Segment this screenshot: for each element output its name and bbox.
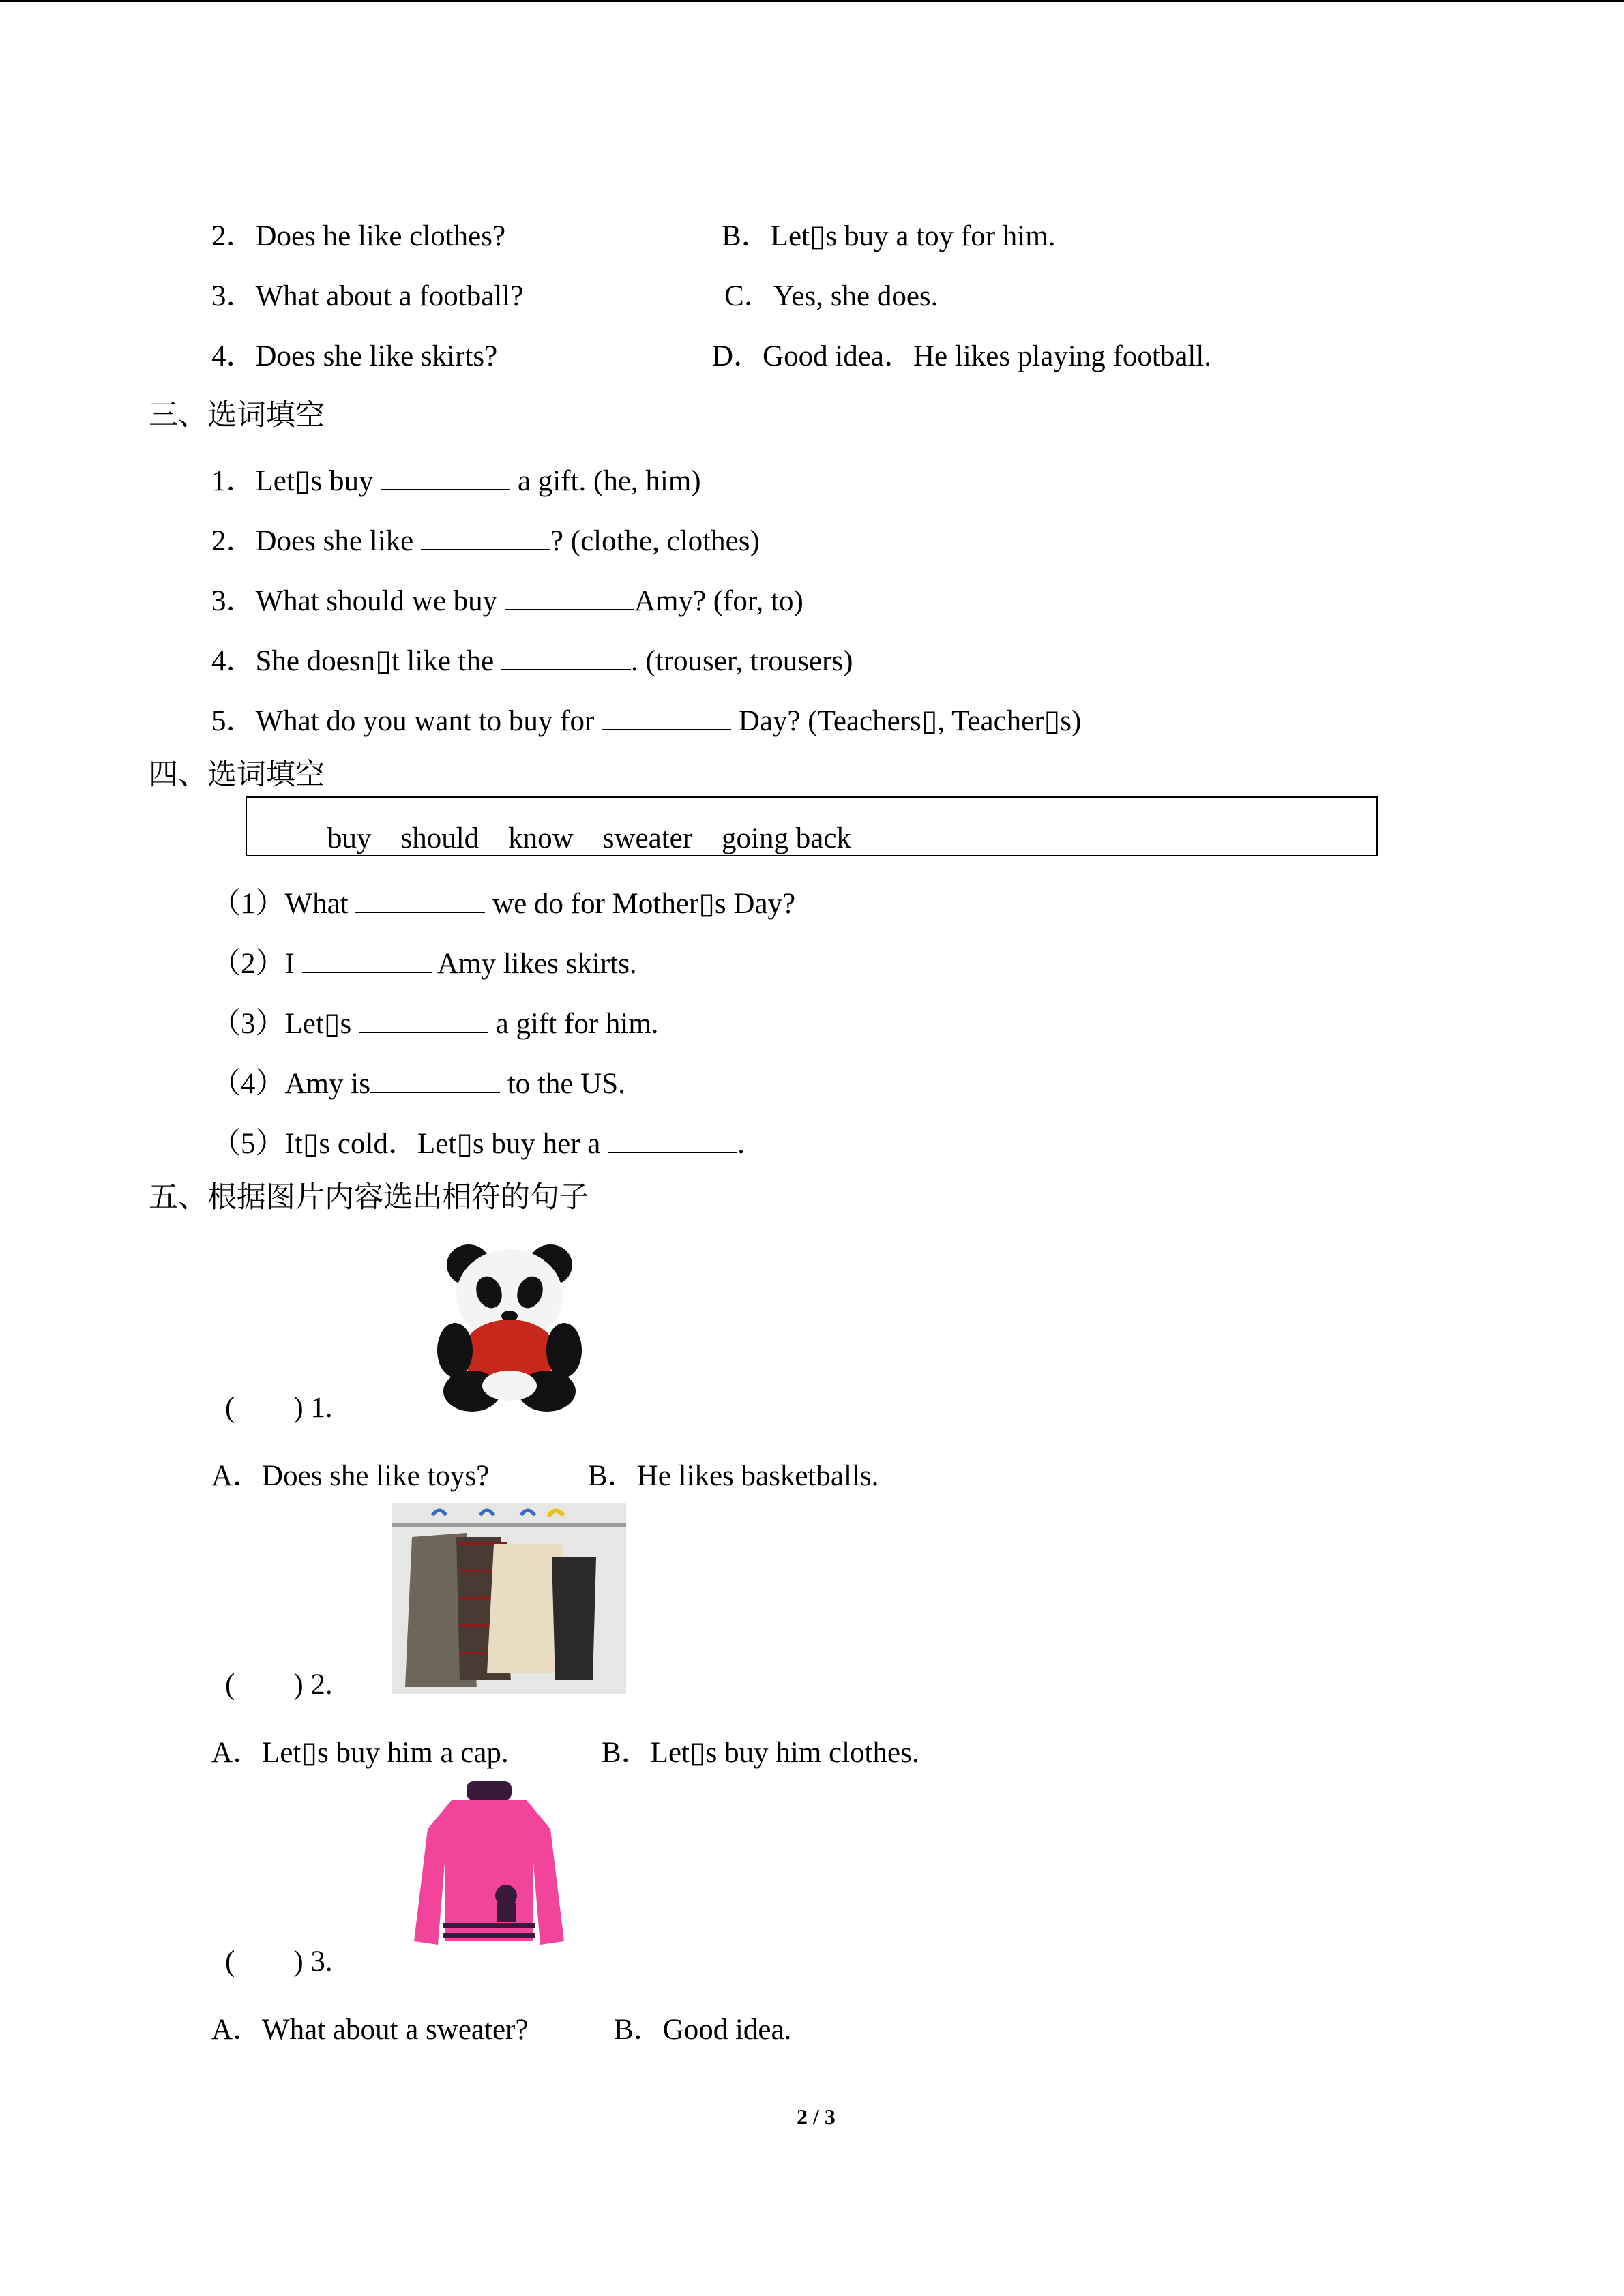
s3-item-5: 5．What do you want to buy for Day? (Teachers▯, Teacher▯s)	[211, 702, 1081, 736]
answer-blank[interactable]	[370, 1064, 500, 1093]
word-bank-box	[246, 796, 1378, 856]
section-4-title: 四、选词填空	[149, 758, 325, 792]
q2-option-b: B．Let▯s buy him clothes.	[602, 1737, 919, 1769]
page-number: 2 / 3	[797, 2104, 836, 2129]
s3-item-3: 3．What should we buy Amy? (for, to)	[211, 582, 803, 616]
q1-option-a: A．Does she like toys?	[211, 1460, 490, 1492]
clothes-on-rack-image	[392, 1503, 626, 1694]
q3-option-a: A．What about a sweater?	[211, 2014, 529, 2046]
answer-blank[interactable]	[602, 702, 731, 730]
answer-blank[interactable]	[359, 1004, 488, 1033]
match-right-c: C．Yes, she does.	[724, 280, 939, 312]
match-right-d: D．Good idea．He likes playing football.	[712, 340, 1212, 372]
answer-blank[interactable]	[608, 1124, 737, 1153]
q3-label: ( ) 3.	[225, 1945, 333, 1978]
q1-option-b: B．He likes basketballs.	[588, 1460, 879, 1492]
match-left-4: 4．Does she like skirts?	[211, 340, 498, 372]
q2-option-a: A．Let▯s buy him a cap.	[211, 1737, 509, 1769]
page-top-border	[0, 0, 1624, 2]
s4-item-4: （4）Amy is to the US.	[211, 1064, 625, 1099]
s4-item-3: （3）Let▯s a gift for him.	[211, 1004, 659, 1039]
answer-blank[interactable]	[302, 944, 432, 973]
pink-sweater-image	[411, 1781, 567, 1952]
s4-item-5: （5）It▯s cold．Let▯s buy her a .	[211, 1124, 745, 1159]
answer-blank[interactable]	[501, 642, 631, 670]
word-bank: buy should know sweater going back	[327, 822, 851, 854]
answer-blank[interactable]	[421, 522, 550, 550]
answer-blank[interactable]	[505, 582, 634, 610]
s3-item-1: 1．Let▯s buy a gift. (he, him)	[211, 462, 701, 496]
section-5-title: 五、根据图片内容选出相符的句子	[149, 1180, 589, 1214]
q3-option-b: B．Good idea.	[614, 2014, 792, 2046]
s3-item-4: 4．She doesn▯t like the . (trouser, trousers)	[211, 642, 853, 676]
s4-item-2: （2）I Amy likes skirts.	[211, 944, 637, 979]
answer-blank[interactable]	[381, 462, 510, 490]
s4-item-1: （1）What we do for Mother▯s Day?	[211, 884, 795, 919]
q2-label: ( ) 2.	[225, 1669, 333, 1701]
match-left-3: 3．What about a football?	[211, 280, 524, 312]
q1-label: ( ) 1.	[225, 1392, 333, 1424]
match-left-2: 2．Does he like clothes?	[211, 220, 506, 252]
section-3-title: 三、选词填空	[149, 398, 325, 432]
answer-blank[interactable]	[355, 884, 485, 913]
match-right-b: B．Let▯s buy a toy for him.	[722, 220, 1056, 252]
s3-item-2: 2．Does she like ? (clothe, clothes)	[211, 522, 760, 556]
panda-toy-image	[424, 1227, 595, 1413]
